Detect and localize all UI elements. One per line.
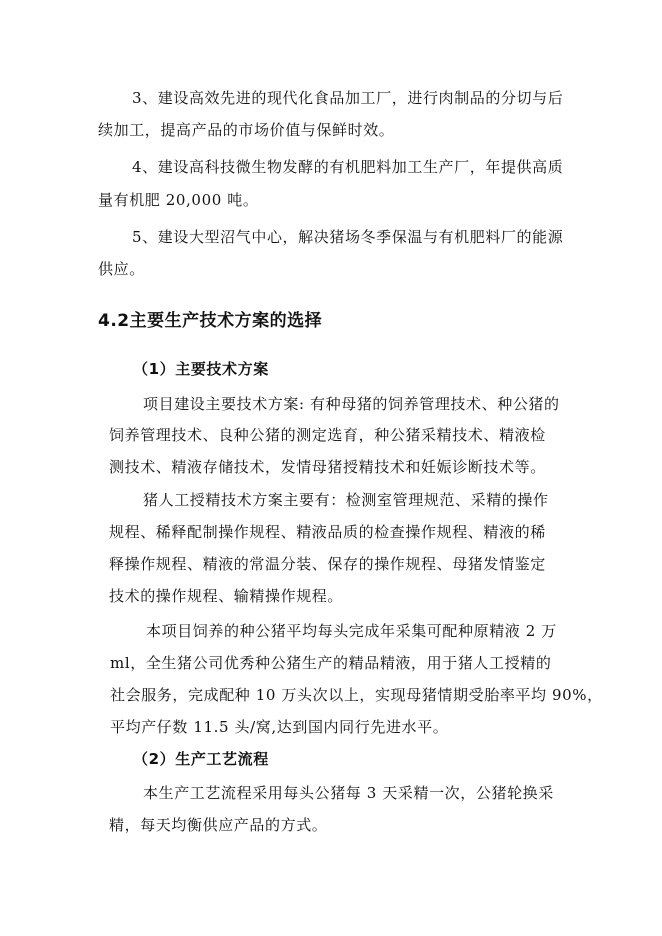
subsection-1-heading: （1）主要技术方案 [133, 360, 269, 378]
sub1-para1-line-1: 项目建设主要技术方案: 有种母猪的饲养管理技术、种公猪的 [143, 395, 560, 413]
sub1-para2-line-1: 猪人工授精技术方案主要有：检测室管理规范、采精的操作 [143, 491, 549, 509]
item-5-line-1: 5、建设大型沼气中心，解决猪场冬季保温与有机肥料厂的能源 [132, 228, 564, 246]
sub2-para1-line-1: 本生产工艺流程采用每头公猪每 3 天采精一次，公猪轮换采 [143, 784, 554, 802]
item-3-line-2: 续加工，提高产品的市场价值与保鲜时效。 [98, 121, 395, 139]
sub1-para2-line-2: 规程、稀释配制操作规程、精液品质的检查操作规程、精液的稀 [109, 523, 546, 541]
item-5-line-2: 供应。 [98, 260, 145, 278]
sub1-para2-line-3: 释操作规程、精液的常温分装、保存的操作规程、母猪发情鉴定 [109, 555, 546, 573]
sub1-para3-line-1: 本项目饲养的种公猪平均每头完成年采集可配种原精液 2 万 [146, 622, 557, 640]
section-heading: 4.2主要生产技术方案的选择 [98, 311, 323, 331]
item-4-line-1: 4、建设高科技微生物发酵的有机肥料加工生产厂，年提供高质 [132, 158, 564, 176]
sub1-para3-line-4: 平均产仔数 11.5 头/窝,达到国内同行先进水平。 [110, 718, 449, 736]
sub1-para2-line-4: 技术的操作规程、输精操作规程。 [109, 587, 344, 605]
item-4-line-2: 量有机肥 20,000 吨。 [98, 191, 259, 209]
item-3-line-1: 3、建设高效先进的现代化食品加工厂，进行肉制品的分切与后 [132, 89, 564, 107]
subsection-2-heading: （2）生产工艺流程 [133, 750, 269, 768]
sub2-para1-line-2: 精，每天均衡供应产品的方式。 [109, 816, 328, 834]
sub1-para3-line-3: 社会服务，完成配种 10 万头次以上，实现母猪情期受胎率平均 90%， [110, 686, 603, 704]
sub1-para1-line-3: 测技术、精液存储技术，发情母猪授精技术和妊娠诊断技术等。 [109, 458, 546, 476]
sub1-para3-line-2: ml，全生猪公司优秀种公猪生产的精品精液，用于猪人工授精的 [110, 654, 552, 672]
sub1-para1-line-2: 饲养管理技术、良种公猪的测定选育，种公猪采精技术、精液检 [109, 426, 546, 444]
